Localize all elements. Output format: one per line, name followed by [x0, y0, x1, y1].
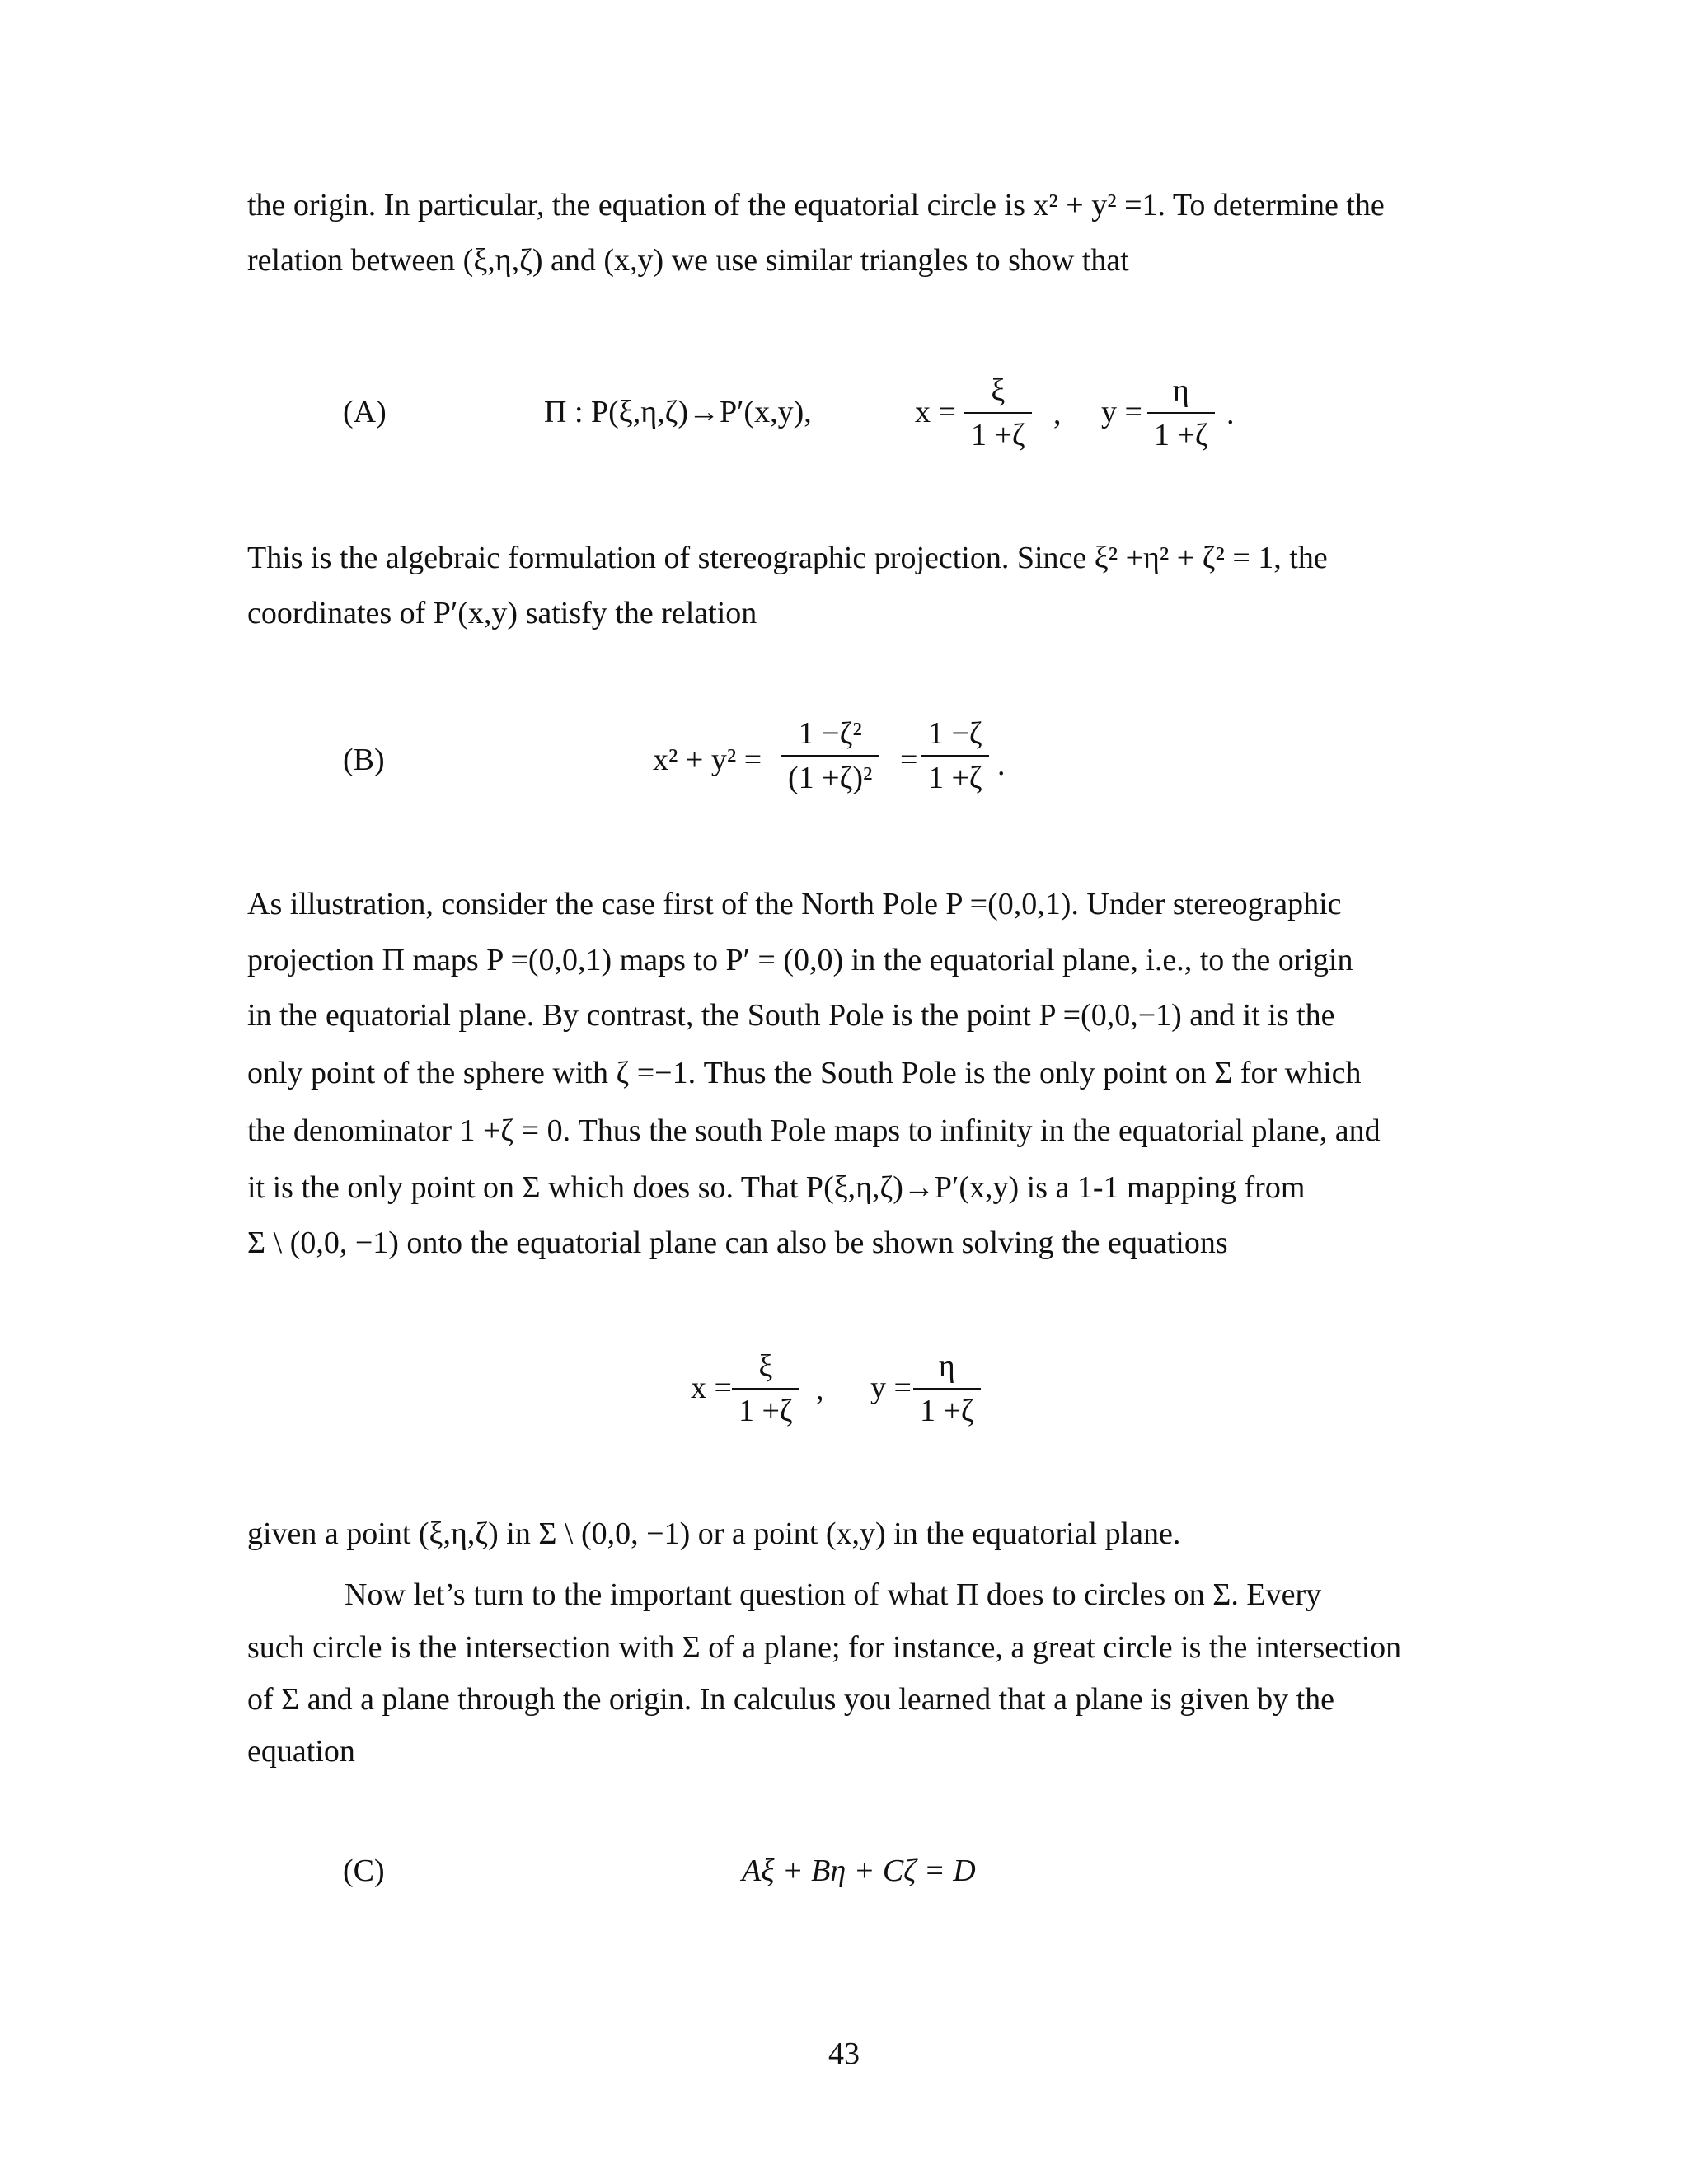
equation-label-b: (B)	[343, 743, 385, 777]
display-equation-y-lhs: y =	[870, 1371, 912, 1405]
equation-a-mapping: Π : P(ξ,η,ζ)→P′(x,y),	[544, 395, 812, 429]
fraction-denominator: 1 +ζ	[928, 761, 982, 795]
fraction-bar	[1147, 412, 1215, 414]
display-equation-comma: ,	[816, 1372, 824, 1407]
fraction-numerator: ξ	[991, 373, 1006, 408]
equation-b-first-fraction	[781, 715, 879, 796]
fraction-numerator: 1 −ζ²	[798, 716, 862, 751]
fraction-bar	[913, 1388, 981, 1390]
text-line-16: equation	[247, 1734, 355, 1769]
text-line-3: This is the algebraic formulation of stereographic projection. Since ξ² +η² + ζ² = 1, the	[247, 541, 1328, 575]
equation-b-equals: =	[900, 743, 918, 777]
text-line-4: coordinates of P′(x,y) satisfy the relation	[247, 596, 757, 630]
text-line-14: such circle is the intersection with Σ of a plane; for instance, a great circle is the intersection	[247, 1630, 1402, 1665]
fraction-numerator: 1 −ζ	[928, 716, 982, 751]
text-line-7: in the equatorial plane. By contrast, the South Pole is the point P =(0,0,−1) and it is the	[247, 998, 1335, 1033]
page-number: 43	[828, 2036, 860, 2071]
equation-a-y-fraction	[1147, 373, 1215, 453]
fraction-bar	[921, 755, 989, 757]
equation-a-comma: ,	[1053, 396, 1062, 431]
equation-c: Aξ + Bη + Cζ = D	[742, 1854, 976, 1888]
text-line-1: the origin. In particular, the equation of the equatorial circle is x² + y² =1. To determine the	[247, 188, 1385, 223]
display-equation-x-fraction	[732, 1348, 799, 1429]
fraction-denominator: 1 +ζ	[920, 1394, 974, 1428]
fraction-numerator: ξ	[758, 1349, 773, 1384]
text-line-6: projection Π maps P =(0,0,1) maps to P′ = (0,0) in the equatorial plane, i.e., to the origin	[247, 943, 1353, 977]
fraction-denominator: (1 +ζ)²	[788, 761, 873, 795]
display-equation-x-lhs: x =	[691, 1371, 732, 1405]
fraction-denominator: 1 +ζ	[971, 418, 1025, 452]
text-line-2: relation between (ξ,η,ζ) and (x,y) we use similar triangles to show that	[247, 243, 1129, 278]
equation-a-y-lhs: y =	[1101, 395, 1142, 429]
equation-label-c: (C)	[343, 1854, 385, 1888]
text-line-8: only point of the sphere with ζ =−1. Thus the South Pole is the only point on Σ for which	[247, 1056, 1362, 1090]
fraction-bar	[964, 412, 1032, 414]
fraction-numerator: η	[938, 1349, 955, 1384]
text-line-9: the denominator 1 +ζ = 0. Thus the south Pole maps to infinity in the equatorial plane, and	[247, 1113, 1381, 1148]
text-line-11: Σ \ (0,0, −1) onto the equatorial plane can also be shown solving the equations	[247, 1226, 1228, 1260]
fraction-denominator: 1 +ζ	[738, 1394, 793, 1428]
equation-b-lhs: x² + y² =	[653, 743, 762, 777]
text-line-5: As illustration, consider the case first of the North Pole P =(0,0,1). Under stereographic	[247, 887, 1342, 921]
text-line-12: given a point (ξ,η,ζ) in Σ \ (0,0, −1) or a point (x,y) in the equatorial plane.	[247, 1516, 1181, 1551]
fraction-numerator: η	[1172, 373, 1189, 408]
fraction-bar	[732, 1388, 799, 1390]
fraction-denominator: 1 +ζ	[1154, 418, 1208, 452]
equation-b-second-fraction	[921, 715, 989, 796]
equation-b-period: .	[997, 748, 1006, 782]
display-equation-y-fraction	[913, 1348, 981, 1429]
equation-a-period: .	[1226, 396, 1235, 431]
text-line-13: Now let’s turn to the important question of what Π does to circles on Σ. Every	[345, 1577, 1322, 1612]
text-line-15: of Σ and a plane through the origin. In calculus you learned that a plane is given by the	[247, 1682, 1334, 1717]
equation-a-x-fraction	[964, 373, 1032, 453]
text-line-10: it is the only point on Σ which does so. That P(ξ,η,ζ)→P′(x,y) is a 1-1 mapping from	[247, 1170, 1306, 1205]
equation-label-a: (A)	[343, 395, 387, 429]
fraction-bar	[781, 755, 879, 757]
equation-a-x-lhs: x =	[915, 395, 956, 429]
